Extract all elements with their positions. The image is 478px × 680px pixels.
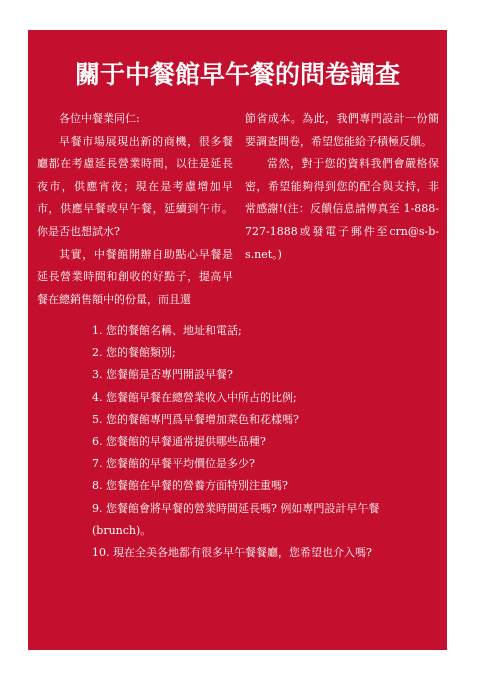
question-item: 3. 您餐館是否專門開設早餐? xyxy=(92,368,233,382)
question-item: 5. 您的餐館專門爲早餐增加菜色和花樣嗎? xyxy=(92,412,299,426)
question-item: 1. 您的餐館名稱、地址和電話; xyxy=(92,324,242,337)
question-item: 2. 您的餐館類別; xyxy=(92,346,176,360)
question-item: 9. 您餐館會將早餐的營業時間延長嗎? 例如專門設計早午餐(brunch)。 xyxy=(92,501,380,537)
question-item: 4. 您餐館早餐在總營業收入中所占的比例; xyxy=(92,390,297,404)
question-item: 10. 現在全美各地都有很多早午餐餐廳，您希望也介入嗎? xyxy=(92,546,372,560)
paragraph: 節省成本。為此，我們專門設計一份簡要調查問卷，希望您能給予積極反饋。 xyxy=(245,112,439,148)
page-title: 關于中餐館早午餐的問卷調查 xyxy=(74,60,400,89)
question-item: 6. 您餐館的早餐通常提供哪些品種? xyxy=(92,435,266,449)
question-list xyxy=(92,320,422,564)
survey-panel xyxy=(28,30,447,650)
question-item: 7. 您餐館的早餐平均價位是多少? xyxy=(92,457,255,471)
greeting: 各位中餐業同仁: xyxy=(59,112,140,125)
left-column xyxy=(37,108,233,311)
paragraph: 當然，對于您的資料我們會嚴格保密，希望能夠得到您的配合與支持，非常感謝!(注：反饋信息請傳真至 1-888-727-1888或發電子郵件至crn@s-b-s.net。) xyxy=(245,157,439,261)
question-item: 8. 您餐館在早餐的營養方面特別注重嗎? xyxy=(92,479,288,493)
right-column xyxy=(245,108,439,266)
paragraph: 早餐市場展現出新的商機，很多餐廳都在考慮延長營業時間，以往是延長夜市，供應宵夜；現在是考慮增加早市，供應早餐或早午餐，延續到午市。你是否也想試水? xyxy=(37,134,233,238)
paragraph: 其實，中餐館開辦自助點心早餐是延長營業時間和創收的好點子，提高早餐在總銷售額中的份量，而且還 xyxy=(37,247,233,306)
